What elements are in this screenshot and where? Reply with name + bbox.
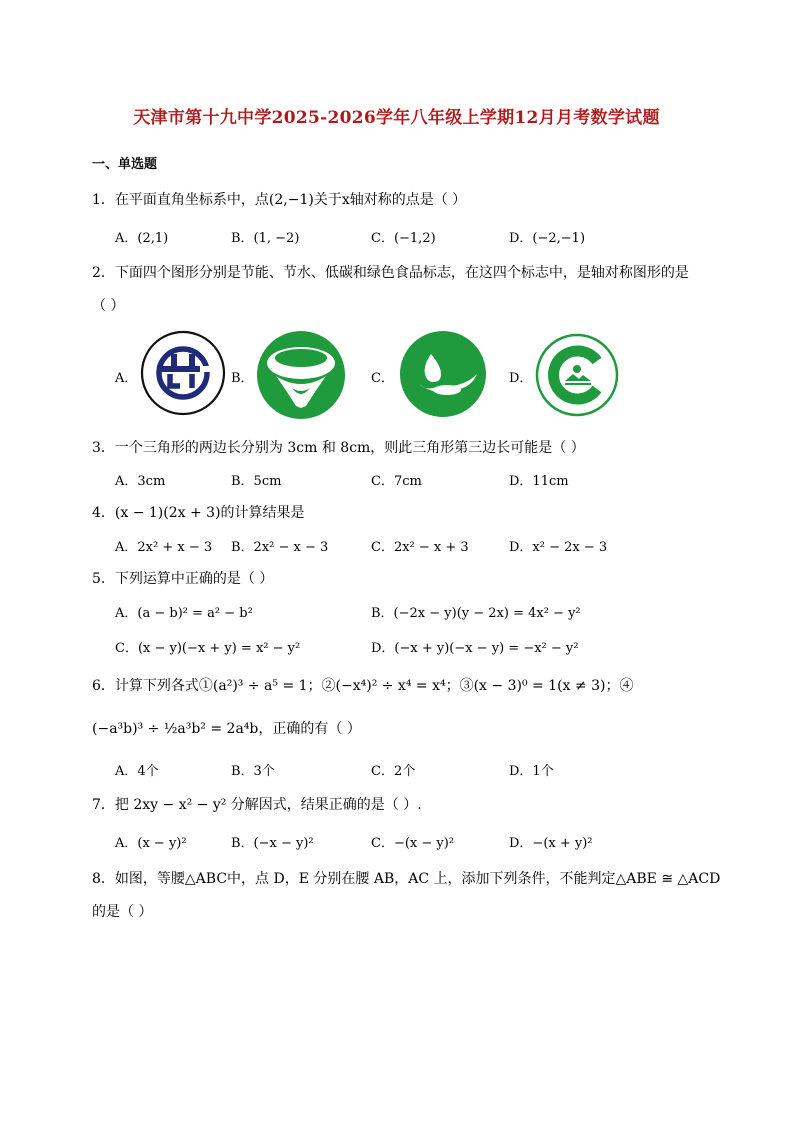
q5-option-a: A．(a − b)² = a² − b²: [115, 606, 253, 621]
question-5-stem: 5．下列运算中正确的是（ ）: [92, 571, 274, 587]
q4-option-b: B．2x² − x − 3: [231, 540, 329, 555]
q3-option-d: D．11cm: [509, 474, 569, 489]
q1-option-c: C．(−1,2): [371, 231, 436, 246]
question-3-stem: 3．一个三角形的两边长分别为 3cm 和 8cm，则此三角形第三边长可能是（ ）: [92, 440, 585, 456]
q1-option-d: D．(−2,−1): [509, 231, 586, 246]
q2-option-d: D．: [509, 371, 533, 386]
q6-option-d: D．1个: [509, 764, 554, 779]
water-saving-logo: [256, 330, 346, 420]
page-title: 天津市第十九中学2025-2026学年八年级上学期12月月考数学试题: [133, 108, 660, 128]
low-carbon-logo: [399, 330, 487, 418]
question-4-stem: 4．(x − 1)(2x + 3)的计算结果是: [92, 505, 305, 521]
q2-option-a: A．: [115, 371, 138, 386]
q4-option-d: D．x² − 2x − 3: [509, 540, 608, 555]
question-6-stem: 6．计算下列各式①(a²)³ ÷ a⁵ = 1；②(−x⁴)² ÷ x⁴ = x⁴；③(x − 3)⁰ = 1(x ≠ 3)；④: [92, 678, 634, 694]
q3-option-a: A．3cm: [115, 474, 166, 489]
q4-option-c: C．2x² − x + 3: [371, 540, 469, 555]
question-2-stem-cont: （ ）: [92, 298, 125, 314]
q1-option-a: A．(2,1): [115, 231, 169, 246]
q7-option-c: C．−(x − y)²: [371, 836, 455, 851]
q6-option-b: B．3个: [231, 764, 275, 779]
question-6-stem-cont: (−a³b)³ ÷ ½a³b² = 2a⁴b，正确的有（ ）: [92, 721, 361, 737]
q2-option-c: C．: [371, 371, 394, 386]
q1-option-b: B．(1, −2): [231, 231, 300, 246]
question-8-stem-cont: 的是（ ）: [92, 904, 153, 920]
q5-option-b: B．(−2x − y)(y − 2x) = 4x² − y²: [371, 606, 581, 621]
q5-option-d: D．(−x + y)(−x − y) = −x² − y²: [371, 641, 579, 656]
question-1-stem: 1．在平面直角坐标系中，点(2,−1)关于x轴对称的点是（ ）: [92, 192, 467, 208]
question-8-stem: 8．如图，等腰△ABC中，点 D，E 分别在腰 AB，AC 上，添加下列条件，不能判定△ABE ≅ △ACD: [92, 871, 721, 887]
q6-option-a: A．4个: [115, 764, 159, 779]
energy-saving-logo: [140, 330, 226, 416]
q2-option-b: B．: [231, 371, 254, 386]
green-food-logo: [535, 333, 619, 417]
q3-option-b: B．5cm: [231, 474, 282, 489]
question-2-stem: 2．下面四个图形分别是节能、节水、低碳和绿色食品标志，在这四个标志中，是轴对称图形的是: [92, 265, 689, 281]
q5-option-c: C．(x − y)(−x + y) = x² − y²: [115, 641, 301, 656]
q7-option-b: B．(−x − y)²: [231, 836, 314, 851]
q7-option-d: D．−(x + y)²: [509, 836, 593, 851]
q7-option-a: A．(x − y)²: [115, 836, 187, 851]
q6-option-c: C．2个: [371, 764, 416, 779]
q4-option-a: A．2x² + x − 3: [115, 540, 213, 555]
q3-option-c: C．7cm: [371, 474, 422, 489]
question-7-stem: 7．把 2xy − x² − y² 分解因式，结果正确的是（ ）.: [92, 797, 422, 813]
section-heading: 一、单选题: [92, 157, 158, 172]
